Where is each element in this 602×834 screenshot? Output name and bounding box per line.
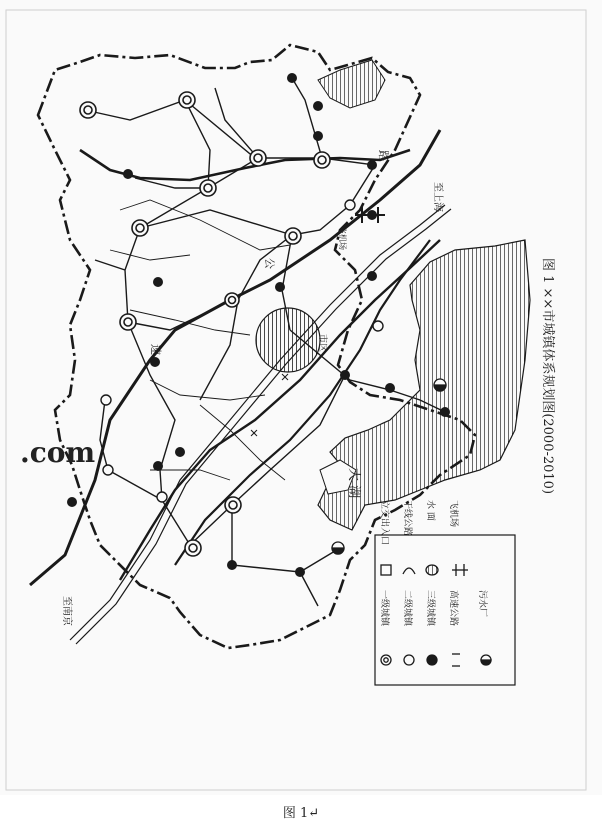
legend-icons-left: [381, 654, 491, 666]
watermark-text: .com: [20, 436, 96, 469]
label-to-nanjing: 至南京: [61, 596, 72, 626]
lake-small-area: [318, 60, 385, 108]
label-highway-word-2: 速: [149, 344, 162, 355]
legend-label-second-level: 二级城镇: [402, 590, 412, 627]
legend-label-expressway: 高速公路: [448, 590, 458, 627]
trunk-road-east: [175, 240, 430, 565]
legend-label-sewage: 污水厂: [477, 590, 487, 618]
label-lake: 大 湖: [346, 468, 361, 499]
legend-label-water: 水 面: [425, 500, 435, 521]
legend-box: [375, 535, 515, 685]
label-airport-map: 飞机场: [338, 226, 347, 250]
figure-title: 图 1 ××市城镇体系规划图(2000-2010): [540, 258, 555, 495]
legend-icons-right: [381, 564, 468, 576]
legend-label-first-level: 一级城镇: [379, 590, 389, 627]
legend-label-third-level: 三级城镇: [425, 590, 435, 627]
expressway-main: [30, 130, 440, 585]
label-city-district: 市区: [317, 334, 327, 353]
figure-caption: 图 1↵: [282, 806, 320, 821]
label-to-shanghai: 至上海: [432, 182, 443, 212]
city-district-hatched: [256, 308, 320, 372]
label-highway-word-3: 路: [377, 150, 390, 161]
legend-label-interchange: 立交出入口: [379, 500, 389, 546]
label-highway-word-1: 公: [263, 258, 276, 269]
legend-label-airport: 飞机场: [448, 500, 458, 528]
legend-label-trunk-road: 干线公路: [402, 500, 412, 537]
